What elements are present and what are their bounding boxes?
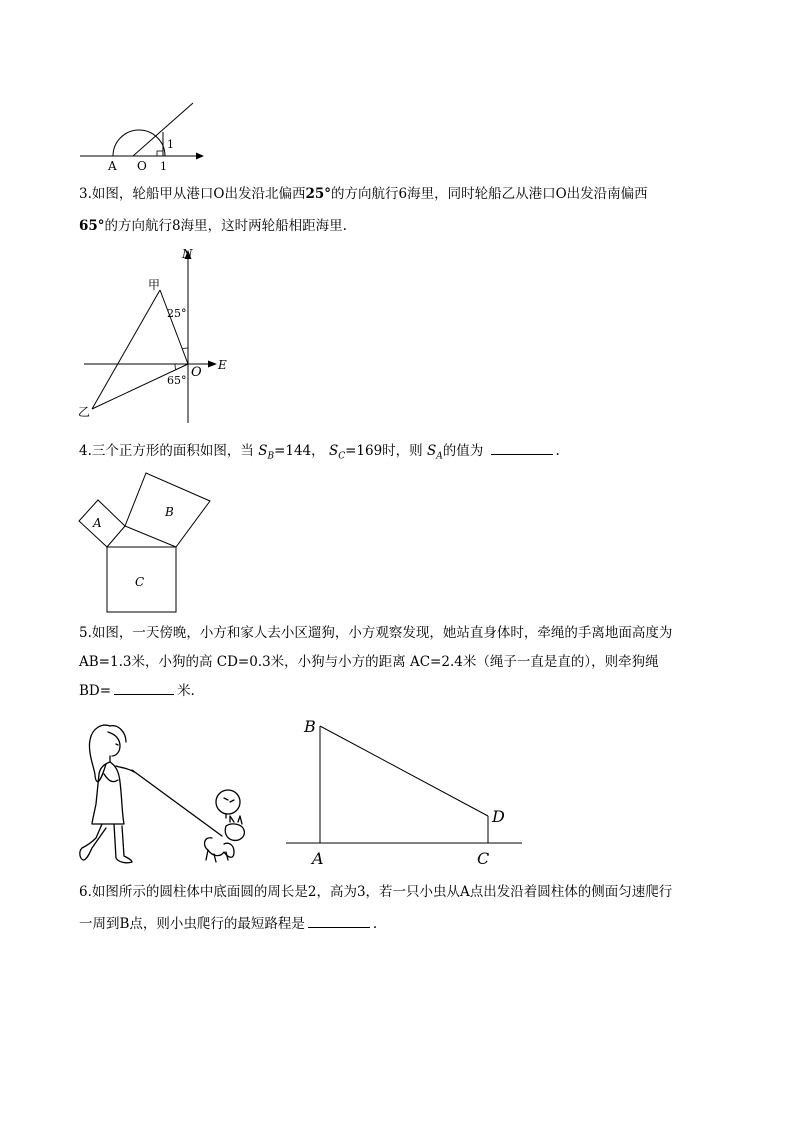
girl-leg-back xyxy=(80,824,106,860)
q3-text-a: 3.如图，轮船甲从港口O出发沿北偏西 xyxy=(79,186,306,202)
q5-text-b: 米. xyxy=(177,683,195,699)
right-angle-mark xyxy=(157,151,163,156)
label-1-bottom: 1 xyxy=(160,160,167,173)
ship-jia-path xyxy=(160,290,188,364)
label-65-deg: 65° xyxy=(167,374,187,387)
label-A: A xyxy=(93,516,102,530)
q4-answer-blank[interactable] xyxy=(491,441,553,455)
q5-answer-blank[interactable] xyxy=(114,681,174,695)
q6-text-b: . xyxy=(372,916,378,932)
girl-body xyxy=(92,756,124,824)
label-25-deg: 25° xyxy=(167,307,187,320)
q4-sb-sub: B xyxy=(267,451,275,462)
q6-line-1: 6.如图所示的圆柱体中底面圆的周长是2，高为3，若一只小虫从A点出发沿着圆柱体的侧面匀速爬行 xyxy=(79,884,673,900)
q3-bold-25: 25° xyxy=(305,186,331,202)
q3-bold-65: 65° xyxy=(79,218,105,234)
label-A: A xyxy=(108,159,117,173)
dog-head xyxy=(225,824,244,840)
label-E: E xyxy=(218,358,227,372)
question-6 xyxy=(79,882,672,934)
q6-line-2 xyxy=(79,914,672,934)
q4-sa: S xyxy=(426,443,437,459)
q4-sb: S xyxy=(258,443,268,459)
question-3 xyxy=(79,184,648,236)
q5-line-2: AB=1.3米，小狗的高 CD=0.3米，小狗与小方的距离 AC=2.4米（绳子一直是直的），则牵狗绳 xyxy=(79,654,659,670)
label-D: D xyxy=(492,807,505,826)
figure-5-geometry xyxy=(284,712,526,874)
top-number-line-figure xyxy=(78,98,213,176)
q4-sc: S xyxy=(328,443,339,459)
q5-line-3 xyxy=(79,681,672,701)
label-B: B xyxy=(165,505,174,519)
east-arrow xyxy=(208,361,217,368)
q4-text-a: 4.三个正方形的面积如图，当 xyxy=(79,443,254,459)
jia-yi-segment xyxy=(92,290,160,409)
figure-4-squares xyxy=(76,470,216,615)
number-line-arrow xyxy=(196,153,204,160)
girl-leg-front xyxy=(114,824,132,863)
q4-text-b: =144， xyxy=(274,443,325,459)
girl-face xyxy=(108,732,120,756)
girl-arm xyxy=(116,766,134,772)
label-yi: 乙 xyxy=(78,405,91,419)
label-1-side: 1 xyxy=(167,138,174,151)
q5-line-1: 5.如图，一天傍晚，小方和家人去小区遛狗，小方观察发现，她站直身体时，牵绳的手离地面高度为 xyxy=(79,625,673,641)
angle-65-arc xyxy=(175,364,176,370)
label-O: O xyxy=(191,365,202,380)
q4-text-e: . xyxy=(555,443,560,459)
dog-speech-bubble xyxy=(216,790,240,814)
question-4 xyxy=(79,441,560,467)
segment-BD xyxy=(320,726,488,816)
q4-sc-sub: C xyxy=(338,451,346,462)
label-B: B xyxy=(304,717,316,736)
question-5 xyxy=(79,623,672,701)
q6-text-a: 一周到B点，则小虫爬行的最短路程是 xyxy=(79,916,305,932)
label-jia: 甲 xyxy=(148,278,161,292)
square-A xyxy=(79,500,125,547)
label-A: A xyxy=(312,849,324,868)
angle-25-arc xyxy=(182,348,188,349)
q4-sa-sub: A xyxy=(436,451,443,462)
q3-line-2 xyxy=(79,216,648,236)
label-C: C xyxy=(477,849,490,868)
dog-body xyxy=(205,838,234,858)
q4-text-c: =169时，则 xyxy=(345,443,423,459)
leash xyxy=(132,770,222,836)
girl-walking-dog-illustration xyxy=(74,718,259,873)
q3-text-c: 的方向航行8海里，这时两轮船相距海里. xyxy=(104,218,347,234)
q5-text-a: BD= xyxy=(79,683,112,699)
label-O: O xyxy=(137,159,147,173)
q3-text-b: 的方向航行6海里，同时轮船乙从港口O出发沿南偏西 xyxy=(331,186,648,202)
figure-3-compass xyxy=(78,245,238,427)
q4-text-d: 的值为 xyxy=(442,443,484,459)
q3-line-1 xyxy=(79,184,648,204)
q6-answer-blank[interactable] xyxy=(308,914,370,928)
label-N: N xyxy=(182,247,193,261)
label-C: C xyxy=(135,575,145,589)
